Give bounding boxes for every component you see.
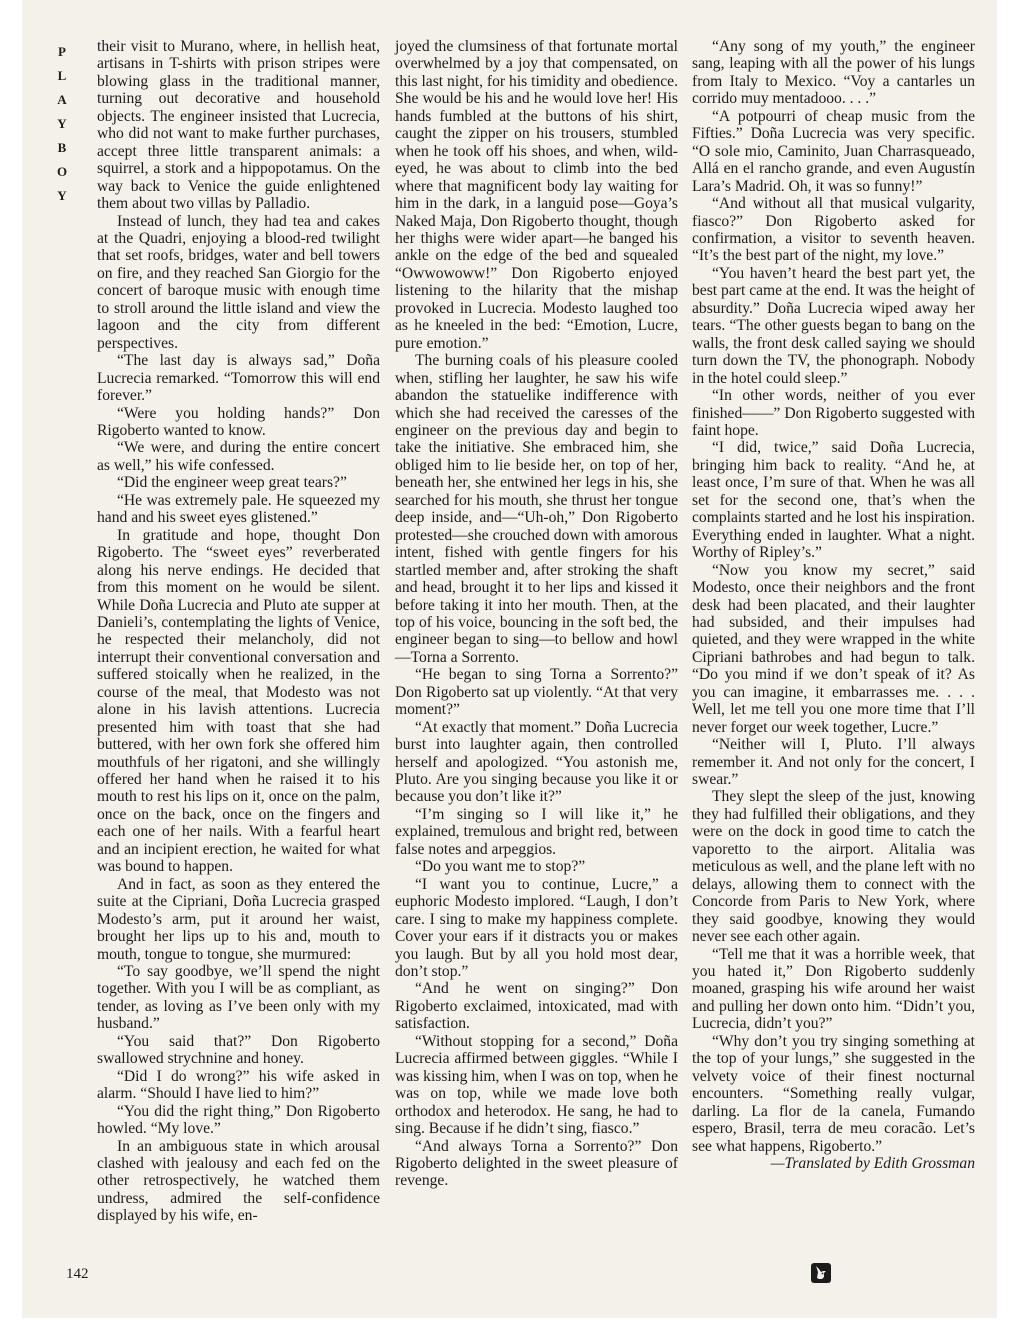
- paragraph: “Were you holding hands?” Don Rigoberto wanted to know.: [97, 404, 380, 439]
- running-head-letter: B: [57, 140, 67, 155]
- paragraph: their visit to Murano, where, in hellish heat, artisans in T-shirts with prison stripes were blowing glass in the traditional manner, turning out decorative and household objects. The engineer insisted that Lucrecia, who did not want to make further purchases, accept three little transparent animals: a squirrel, a stork and a hippopotamus. On the way back to Venice the guide enlightened them about two villas by Palladio.: [97, 38, 380, 213]
- paragraph: “We were, and during the entire concert as well,” his wife confessed.: [97, 439, 380, 474]
- paragraph: “He began to sing Torna a Sorrento?” Don Rigoberto sat up violently. “At that very moment?”: [395, 666, 678, 719]
- paragraph: “He was extremely pale. He squeezed my hand and his sweet eyes glistened.”: [97, 491, 380, 527]
- running-head-letter: A: [57, 92, 67, 107]
- paragraph: “Did the engineer weep great tears?”: [117, 474, 347, 492]
- paragraph: “At exactly that moment.” Doña Lucrecia burst into laughter again, then controlled herself and apologized. “You astonish me, Pluto. Are you singing because you like it or because you don’t like it?”: [395, 718, 678, 806]
- rabbit-head-icon: [811, 1263, 831, 1283]
- paragraph: “Did I do wrong?” his wife asked in alarm. “Should I have lied to him?”: [97, 1067, 380, 1103]
- paragraph: “Neither will I, Pluto. I’ll always remember it. And not only for the concert, I swear.”: [692, 736, 975, 789]
- running-head: [52, 40, 72, 208]
- paragraph: “You haven’t heard the best part yet, the best part came at the end. It was the height of absurdity.” Doña Lucrecia wiped away her tears. “The other guests began to bang on the walls, the front desk called saying we should turn down the TV, the phonograph. Nobody in the hotel could sleep.”: [692, 264, 975, 387]
- text-column-1: [97, 38, 380, 1225]
- page-number: 142: [66, 1266, 89, 1282]
- paragraph: “Now you know my secret,” said Modesto, once their neighbors and the front desk had been placated, and their laughter had subsided, and their impulses had quieted, and they were wrapped in the white Cipriani bathrobes and had begun to talk. “Do you mind if we don’t speak of it? As you can imagine, it embarrasses me. . . . Well, let me tell you one more time that I’ll never forget our week together, Lucre.”: [692, 561, 975, 736]
- paragraph: Instead of lunch, they had tea and cakes at the Quadri, enjoying a blood-red twilight that set roofs, bridges, water and bell towers on fire, and they reached San Giorgio for the concert of baroque music with enough time to stroll around the little island and view the lagoon and the city from different perspectives.: [97, 212, 380, 352]
- paragraph: “Any song of my youth,” the engineer sang, leaping with all the power of his lungs from Italy to Mexico. “Voy a cantarles un corrido muy mentadooo. . . .”: [692, 38, 975, 108]
- paragraph: “The last day is always sad,” Doña Lucrecia remarked. “Tomorrow this will end forever.”: [97, 352, 380, 405]
- paragraph: “Why don’t you try singing something at the top of your lungs,” she suggested in the velvety voice of their finest nocturnal encounters. “Something really vulgar, darling. La flor de la canela, Fumando espero, Brasil, terra de meu coracão. Let’s see what happens, Rigoberto.”: [692, 1032, 975, 1155]
- paragraph: joyed the clumsiness of that fortunate mortal overwhelmed by a joy that compensated, on this last night, for his timidity and obedience. She would be his and he would love her! His hands fumbled at the buttons of his shirt, caught the zipper on his trousers, stumbled when he took off his shoes, and when, wild-eyed, he was about to climb into the bed where that magnificent body lay waiting for him in the dark, in a languid pose—Goya’s Naked Maja, Don Rigoberto thought, though her thighs were wider apart—he banged his ankle on the edge of the bed and squealed “Owwowoww!” Don Rigoberto enjoyed listening to the hilarity that the mishap provoked in Lucrecia. Modesto laughed too as he kneeled in the bed: “Emotion, Lucre, pure emotion.”: [395, 38, 678, 352]
- translator-credit: —Translated by Edith Grossman: [770, 1155, 975, 1172]
- running-head-letter: Y: [57, 188, 67, 203]
- magazine-page: [22, 0, 997, 1318]
- running-head-letter: O: [56, 164, 68, 179]
- text-column-2: [395, 38, 678, 1190]
- running-head-letter: Y: [57, 116, 67, 131]
- paragraph: And in fact, as soon as they entered the suite at the Cipriani, Doña Lucrecia grasped Modesto’s arm, put it around her waist, brought her lips up to his and, mouth to mouth, tongue to tongue, she murmured:: [97, 875, 380, 963]
- paragraph: “You did the right thing,” Don Rigoberto howled. “My love.”: [97, 1102, 380, 1138]
- paragraph: “I did, twice,” said Doña Lucrecia, bringing him back to reality. “And he, at least once, I’m sure of that. When he was all set for the second one, that’s when the complaints started and he lost his inspiration. Everything ended in laughter. What a night. Worthy of Ripley’s.”: [692, 439, 975, 562]
- paragraph: “Without stopping for a second,” Doña Lucrecia affirmed between giggles. “While I was kissing him, when I was on top, when he was on top, while we made love both orthodox and heterodox. He sang, he had to sing. Because if he didn’t sing, fiasco.”: [395, 1032, 678, 1138]
- paragraph: “In other words, neither of you ever finished——” Don Rigoberto suggested with faint hope.: [692, 387, 975, 439]
- paragraph: The burning coals of his pleasure cooled when, stifling her laughter, he saw his wife abandon the statuelike indifference with which she had received the caresses of the engineer on the previous day and begin to take the initiative. She embraced him, she obliged him to lie beside her, on top of her, beneath her, she entwined her legs in his, she searched for his mouth, she thrust her tongue deep inside, and—“Uh-oh,” Don Rigoberto protested—she crouched down with amorous intent, fished with gentle fingers for his startled member and, after stroking the shaft and head, brought it to her lips and kissed it before taking it into her mouth. Then, at the top of his voice, bouncing in the soft bed, the engineer began to sing—to bellow and howl—Torna a Sorrento.: [395, 352, 678, 666]
- paragraph: “I want you to continue, Lucre,” a euphoric Modesto implored. “Laugh, I don’t care. I sing to make my happiness complete. Cover your ears if it distracts you or makes you laugh. But by all you hold most dear, don’t stop.”: [395, 875, 678, 981]
- text-column-3: [692, 38, 975, 1172]
- paragraph: “To say goodbye, we’ll spend the night together. With you I will be as compliant, as tender, as loving as I’ve been only with my husband.”: [97, 963, 380, 1033]
- paragraph: In gratitude and hope, thought Don Rigoberto. The “sweet eyes” reverberated along his nerve endings. He decided that from this moment on he would be silent. While Doña Lucrecia and Pluto ate supper at Danieli’s, contemplating the lights of Venice, he respected their melancholy, did not interrupt their conventional conversation and suffered stoically when he realized, in the course of the meal, that Modesto was not alone in his lavish attentions. Lucrecia presented him with toast that she had buttered, with her own fork she offered him mouthfuls of her rigatoni, and she willingly offered her hand when he raised it to his mouth to rest his lips on it, once on the palm, once on the back, once on the fingers and each one of her nails. With a fearful heart and an incipient erection, he waited for what was bound to happen.: [97, 526, 380, 876]
- paragraph: “Tell me that it was a horrible week, that you hated it,” Don Rigoberto suddenly moaned, grasping his wife around her waist and pulling her down onto him. “Didn’t you, Lucrecia, didn’t you?”: [692, 945, 975, 1033]
- paragraph: “And he went on singing?” Don Rigoberto exclaimed, intoxicated, mad with satisfaction.: [395, 980, 678, 1033]
- paragraph: “And without all that musical vulgarity, fiasco?” Don Rigoberto asked for confirmation, a visitor to seventh heaven. “It’s the best part of the night, my love.”: [692, 195, 975, 265]
- paragraph: “And always Torna a Sorrento?” Don Rigoberto delighted in the sweet pleasure of revenge.: [395, 1137, 678, 1190]
- paragraph: “Do you want me to stop?”: [415, 858, 586, 876]
- paragraph: In an ambiguous state in which arousal clashed with jealousy and each fed on the other retrospectively, he watched them undress, admired the self-confidence displayed by his wife, en-: [97, 1137, 380, 1225]
- paragraph: They slept the sleep of the just, knowing they had fulfilled their obligations, and they were on the dock in good time to catch the vaporetto to the airport. Alitalia was meticulous as well, and the plane left with no delays, allowing them to connect with the Concorde from Paris to New York, where they said goodbye, knowing they would never see each other again.: [692, 788, 975, 946]
- paragraph: “I’m singing so I will like it,” he explained, tremulous and bright red, between false notes and arpeggios.: [395, 805, 678, 858]
- paragraph: “You said that?” Don Rigoberto swallowed strychnine and honey.: [97, 1032, 380, 1068]
- paragraph: “A potpourri of cheap music from the Fifties.” Doña Lucrecia was very specific. “O sole mio, Caminito, Juan Charrasqueado, Allá en el rancho grande, and even Augustín Lara’s Madrid. Oh, it was so funny!”: [692, 107, 975, 195]
- running-head-letter: P: [58, 44, 66, 59]
- running-head-letter: L: [57, 68, 67, 83]
